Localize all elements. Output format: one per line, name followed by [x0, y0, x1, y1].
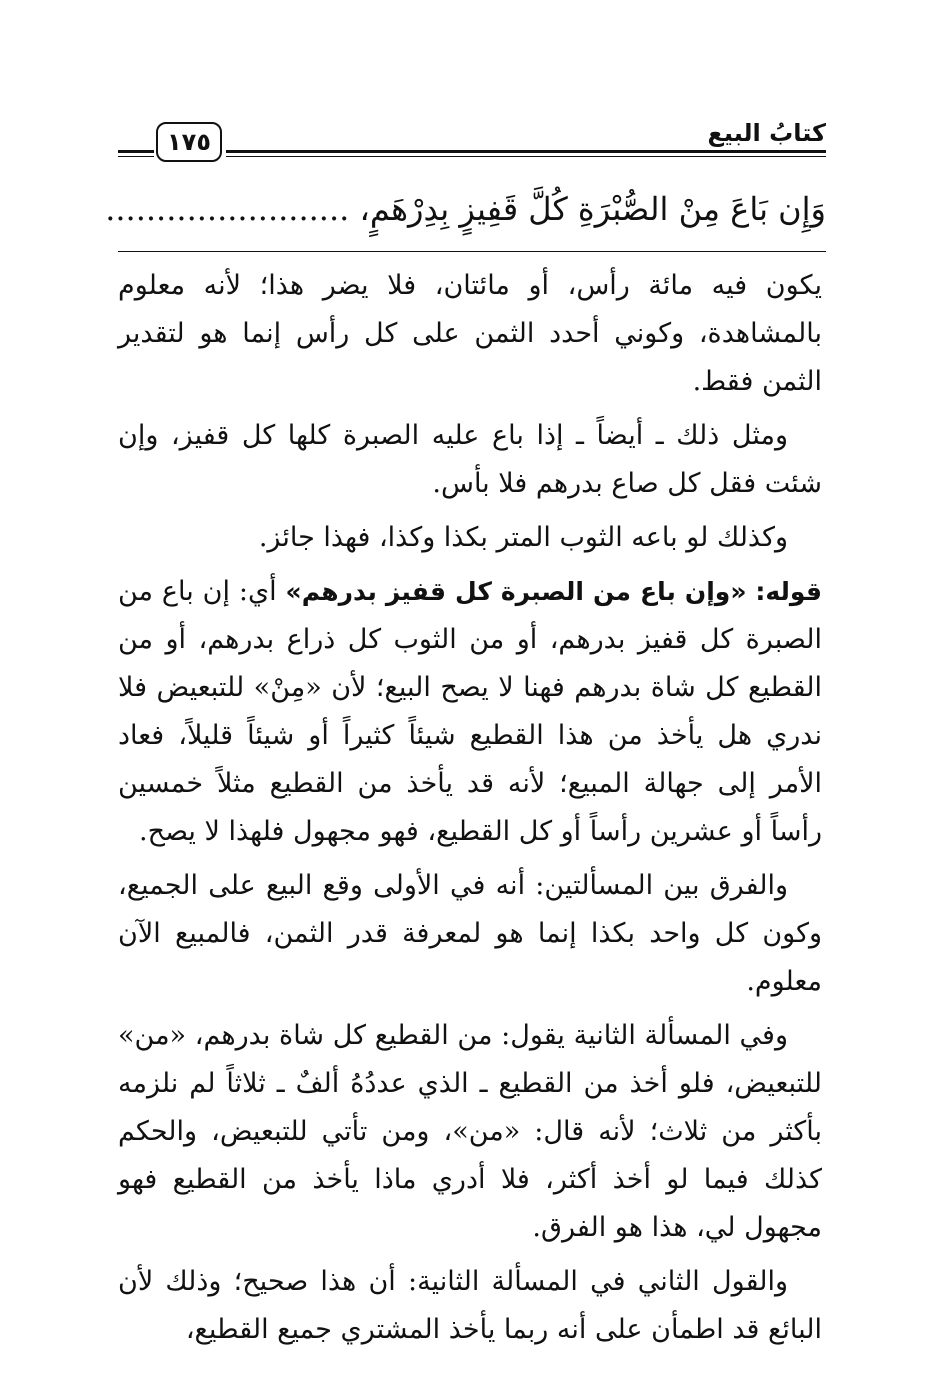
paragraph-7: والقول الثاني في المسألة الثانية: أن هذا صحيح؛ وذلك لأن البائع قد اطمأن على أنه ربما يأخذ المشتري جميع القطيع، [118, 1266, 822, 1345]
header-rule-right-thin [226, 156, 826, 157]
matn-line [105, 184, 826, 234]
paragraph-3: وكذلك لو باعه الثوب المتر بكذا وكذا، فهذا جائز. [258, 522, 788, 553]
paragraph-2: ومثل ذلك ـ أيضاً ـ إذا باع عليه الصبرة كلها كل قفيز، وإن شئت فقل كل صاع بدرهم فلا بأس. [118, 420, 822, 499]
matn-text: وَإِن بَاعَ مِنْ الصُّبْرَةِ كُلَّ قَفِيزٍ بِدِرْهَمٍ، [359, 190, 826, 228]
book-title: كتابُ البيع [707, 119, 826, 147]
paragraph-1: يكون فيه مائة رأس، أو مائتان، فلا يضر هذا؛ لأنه معلوم بالمشاهدة، وكوني أحدد الثمن على كل رأس إنما هو لتقدير الثمن فقط. [118, 270, 822, 397]
paragraph-4 [118, 568, 822, 856]
paragraph-6: وفي المسألة الثانية يقول: من القطيع كل شاة بدرهم، «من» للتبعيض، فلو أخذ من القطيع ـ الذي عددُهُ ألفٌ ـ ثلاثاً لم نلزمه بأكثر من ثلاث؛ لأنه قال: «من»، ومن تأتي للتبعيض، والحكم كذلك فيما لو أخذ أكثر، فلا أدري ماذا يأخذ من القطيع فهو مجهول لي، هذا هو الفرق. [118, 1020, 822, 1243]
paragraph-5: والفرق بين المسألتين: أنه في الأولى وقع البيع على الجميع، وكون كل واحد بكذا إنما هو لمعرفة قدر الثمن، فالمبيع الآن معلوم. [118, 870, 822, 997]
paragraph-4-text: أي: إن باع من الصبرة كل قفيز بدرهم، أو من الثوب كل ذراع بدرهم، أو من القطيع كل شاة بدرهم فهنا لا يصح البيع؛ لأن «مِنْ» للتبعيض فلا ندري هل يأخذ من هذا القطيع شيئاً كثيراً أو شيئاً قليلاً، فعاد الأمر إلى جهالة المبيع؛ لأنه قد يأخذ من القطيع مثلاً خمسين رأساً أو عشرين رأساً أو كل القطيع، فهو مجهول فلهذا لا يصح. [118, 576, 822, 847]
header-rule-left-thin [118, 156, 154, 157]
running-header [118, 118, 826, 168]
header-rule-right-thick [226, 150, 826, 153]
header-rule-left-thick [118, 150, 154, 153]
commentary-body [118, 262, 822, 1360]
qawluhu-keyword: قوله: [755, 577, 822, 606]
page-number: ١٧٥ [156, 122, 222, 162]
matn-dots: ........................ [105, 190, 350, 228]
matn-divider [118, 251, 826, 252]
matn-quote: «وإن باع من الصبرة كل قفيز بدرهم» [285, 577, 747, 606]
